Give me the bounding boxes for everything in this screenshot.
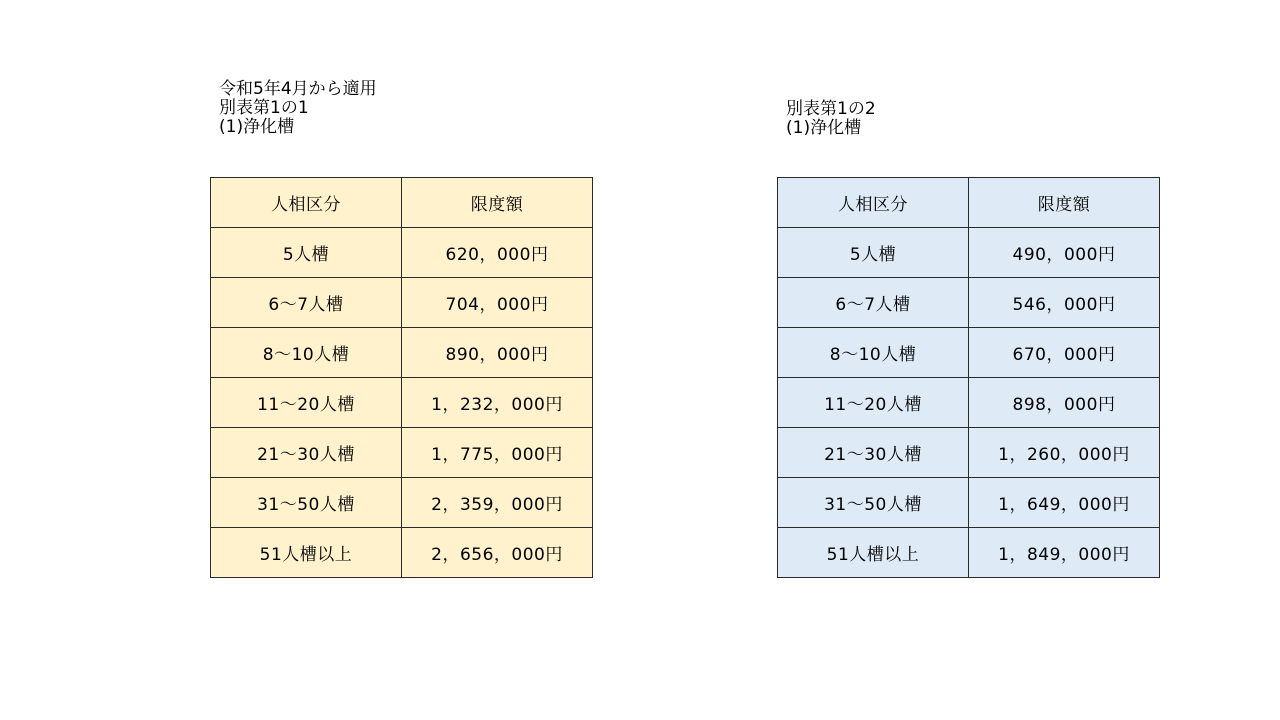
left-limit-table [210, 177, 593, 578]
table-row [211, 328, 593, 378]
table-row [778, 278, 1160, 328]
table-row [211, 528, 593, 578]
table-row [211, 228, 593, 278]
header-limit-amount: 限度額 [969, 178, 1160, 228]
amount-cell: 890，000円 [402, 328, 593, 378]
amount-cell: 546，000円 [969, 278, 1160, 328]
header-limit-amount: 限度額 [402, 178, 593, 228]
section-label: (1)浄化槽 [786, 118, 862, 138]
capacity-cell: 51人槽以上 [778, 528, 969, 578]
amount-cell: 1，849，000円 [969, 528, 1160, 578]
appendix-label: 別表第1の1 [219, 98, 309, 118]
amount-cell: 1，232，000円 [402, 378, 593, 428]
capacity-cell: 6～7人槽 [211, 278, 402, 328]
capacity-cell: 21～30人槽 [778, 428, 969, 478]
amount-cell: 1，775，000円 [402, 428, 593, 478]
capacity-cell: 5人槽 [211, 228, 402, 278]
amount-cell: 490，000円 [969, 228, 1160, 278]
capacity-cell: 31～50人槽 [211, 478, 402, 528]
table-row [778, 378, 1160, 428]
capacity-cell: 11～20人槽 [778, 378, 969, 428]
table-row [778, 478, 1160, 528]
capacity-cell: 31～50人槽 [778, 478, 969, 528]
amount-cell: 704，000円 [402, 278, 593, 328]
header-capacity-class: 人相区分 [211, 178, 402, 228]
table-row [778, 528, 1160, 578]
table-header-row [778, 178, 1160, 228]
capacity-cell: 8～10人槽 [211, 328, 402, 378]
table-row [211, 278, 593, 328]
right-limit-table [777, 177, 1160, 578]
capacity-cell: 51人槽以上 [211, 528, 402, 578]
amount-cell: 2，359，000円 [402, 478, 593, 528]
right-caption [786, 100, 876, 138]
amount-cell: 1，260，000円 [969, 428, 1160, 478]
capacity-cell: 21～30人槽 [211, 428, 402, 478]
left-caption [219, 80, 377, 137]
capacity-cell: 6～7人槽 [778, 278, 969, 328]
capacity-cell: 5人槽 [778, 228, 969, 278]
capacity-cell: 11～20人槽 [211, 378, 402, 428]
amount-cell: 670，000円 [969, 328, 1160, 378]
capacity-cell: 8～10人槽 [778, 328, 969, 378]
amount-cell: 2，656，000円 [402, 528, 593, 578]
table-row [778, 228, 1160, 278]
table-row [211, 378, 593, 428]
table-row [778, 328, 1160, 378]
table-row [211, 428, 593, 478]
table-row [211, 478, 593, 528]
table-header-row [211, 178, 593, 228]
appendix-label: 別表第1の2 [786, 99, 876, 119]
section-label: (1)浄化槽 [219, 117, 295, 137]
amount-cell: 1，649，000円 [969, 478, 1160, 528]
header-capacity-class: 人相区分 [778, 178, 969, 228]
table-row [778, 428, 1160, 478]
amount-cell: 620，000円 [402, 228, 593, 278]
amount-cell: 898，000円 [969, 378, 1160, 428]
effective-date-label: 令和5年4月から適用 [219, 79, 377, 99]
